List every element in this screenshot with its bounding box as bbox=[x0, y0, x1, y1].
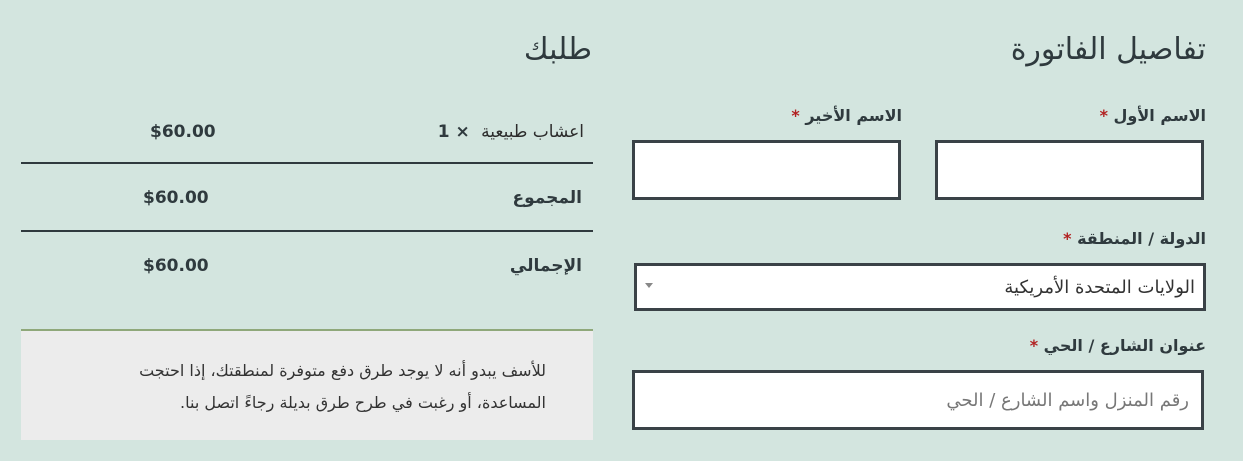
first-name-label bbox=[1100, 106, 1206, 126]
required-mark: * bbox=[1099, 106, 1108, 125]
divider bbox=[21, 230, 593, 232]
total-value: $60.00 bbox=[143, 256, 209, 276]
billing-title: تفاصيل الفاتورة bbox=[1010, 32, 1206, 67]
caret-down-icon[interactable] bbox=[645, 283, 653, 288]
street-label-text: عنوان الشارع / الحي bbox=[1043, 336, 1206, 355]
country-select[interactable] bbox=[634, 263, 1206, 311]
first-name-input[interactable] bbox=[938, 143, 1201, 197]
order-item-price: $60.00 bbox=[150, 122, 216, 142]
payment-notice bbox=[21, 329, 593, 440]
last-name-label-text: الاسم الأخير bbox=[805, 106, 902, 125]
order-item-qty: × 1 bbox=[437, 122, 470, 142]
street-field[interactable] bbox=[632, 370, 1204, 430]
order-title: طلبك bbox=[523, 32, 592, 67]
street-label bbox=[1030, 336, 1206, 356]
order-item bbox=[438, 120, 584, 144]
country-selected-value: الولايات المتحدة الأمريكية bbox=[1004, 276, 1195, 298]
order-item-name: اعشاب طبيعية bbox=[481, 122, 584, 142]
first-name-label-text: الاسم الأول bbox=[1113, 106, 1206, 125]
notice-line-1: للأسف يبدو أنه لا يوجد طرق دفع متوفرة لمنطقتك، إذا احتجت bbox=[139, 361, 546, 380]
first-name-field[interactable] bbox=[935, 140, 1204, 200]
subtotal-value: $60.00 bbox=[143, 188, 209, 208]
last-name-field[interactable] bbox=[632, 140, 901, 200]
subtotal-label: المجموع bbox=[512, 188, 582, 208]
required-mark: * bbox=[1029, 336, 1039, 355]
last-name-input[interactable] bbox=[635, 143, 898, 197]
required-mark: * bbox=[791, 106, 800, 125]
required-mark: * bbox=[1063, 229, 1072, 248]
street-input[interactable] bbox=[635, 373, 1201, 427]
payment-notice-text bbox=[76, 355, 546, 419]
divider bbox=[21, 162, 593, 164]
country-label bbox=[1063, 229, 1206, 249]
country-label-text: الدولة / المنطقة bbox=[1077, 229, 1206, 248]
last-name-label bbox=[791, 106, 902, 126]
notice-line-2: المساعدة، أو رغبت في طرح طرق بديلة رجاءً اتصل بنا. bbox=[180, 393, 546, 412]
total-label: الإجمالي bbox=[509, 256, 582, 276]
